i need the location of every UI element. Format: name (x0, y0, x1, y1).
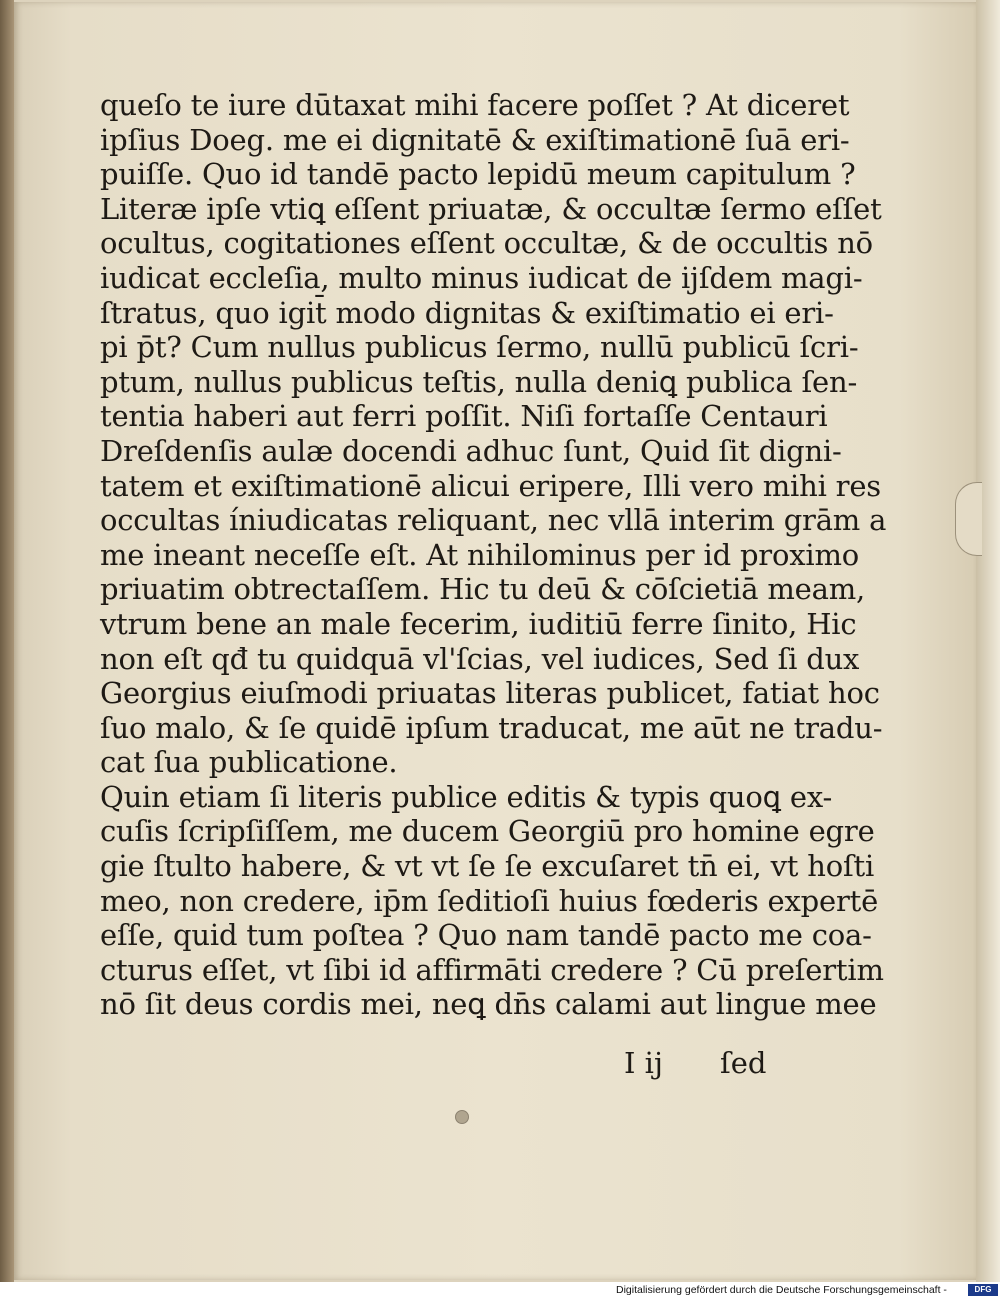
text-line: iudicat eccleſia, multo minus iudicat de ijſdem magi- (100, 260, 863, 295)
text-line: tatem et exiſtimationē alicui eripere, Illi vero mihi res (100, 468, 881, 503)
text-line: Literæ ipſe vtiꝗ eſſent priuatæ, & occultæ ſermo eſſet (100, 191, 882, 226)
text-line: occultas íniudicatas reliquant, nec vllā interim grām a (100, 503, 887, 538)
text-line: vtrum bene an male fecerim, iuditiū ferre ſinito, Hic (100, 606, 857, 641)
signature-mark: I ij (624, 1046, 663, 1080)
text-line: eſſe, quid tum poſtea ? Quo nam tandē pacto me coa- (100, 918, 872, 953)
page-edge (976, 0, 1000, 1282)
catchword: ſed (720, 1046, 767, 1080)
text-line: meo, non credere, ip̄m ſeditioſi huius fœderis expertē (100, 883, 879, 918)
text-line: me ineant neceſſe eſt. At nihilominus per id proximo (100, 537, 860, 572)
text-line: ſuo malo, & ſe quidē ipſum traducat, me aūt ne tradu- (100, 710, 883, 745)
text-line: Quin etiam ſi literis publice editis & typis quoꝗ ex- (100, 779, 833, 814)
text-line: queſo te iure dūtaxat mihi facere poſſet ? At diceret (100, 88, 850, 122)
dfg-logo-icon: DFG (968, 1284, 998, 1296)
text-line: Georgius eiuſmodi priuatas literas publicet, fatiat hoc (100, 676, 880, 711)
text-line: ptum, nullus publicus teſtis, nulla deniꝗ publica ſen- (100, 364, 858, 399)
text-line: puiſſe. Quo id tandē pacto lepidū meum capitulum ? (100, 157, 856, 192)
text-line: pi p̄t? Cum nullus publicus ſermo, nullū publicū ſcri- (100, 330, 859, 365)
text-line: ocultus, cogitationes eſſent occultæ, & de occultis nō (100, 226, 873, 261)
text-line: ſtratus, quo igit̄ modo dignitas & exiſtimatio ei eri- (100, 295, 834, 330)
text-line: Dreſdenſis aulæ docendi adhuc ſunt, Quid ſit digni- (100, 433, 842, 468)
book-spine (0, 0, 14, 1282)
text-line: gie ſtulto habere, & vt vt ſe ſe excuſaret tn̄ ei, vt hoſti (100, 849, 875, 884)
text-line: priuatim obtrectaſſem. Hic tu deū & cōſcietiā meam, (100, 572, 866, 607)
paper-hole (455, 1110, 469, 1124)
text-line: nō ſit deus cordis mei, neꝗ dn̄s calami aut lingue mee (100, 987, 877, 1022)
text-line: tentia haberi aut ferri poſſit. Niſi fortaſſe Centauri (100, 399, 828, 434)
text-line: cuſis ſcripſiſſem, me ducem Georgiū pro homine egre (100, 814, 875, 849)
text-line: cat ſua publicatione. (100, 745, 398, 780)
text-body (100, 88, 887, 1022)
credit-bar (616, 1282, 1000, 1299)
text-line: cturus eſſet, vt ſibi id affirmāti credere ? Cū preſertim (100, 952, 884, 987)
page-tab-marker (955, 482, 982, 556)
credit-text: Digitalisierung gefördert durch die Deutsche Forschungsgemeinschaft - (616, 1284, 947, 1296)
text-line: ipſius Doeg. me ei dignitatē & exiſtimationē ſuā eri- (100, 122, 850, 157)
text-line: non eſt qđ tu quidquā vl'ſcias, vel iudices, Sed ſi dux (100, 641, 860, 676)
